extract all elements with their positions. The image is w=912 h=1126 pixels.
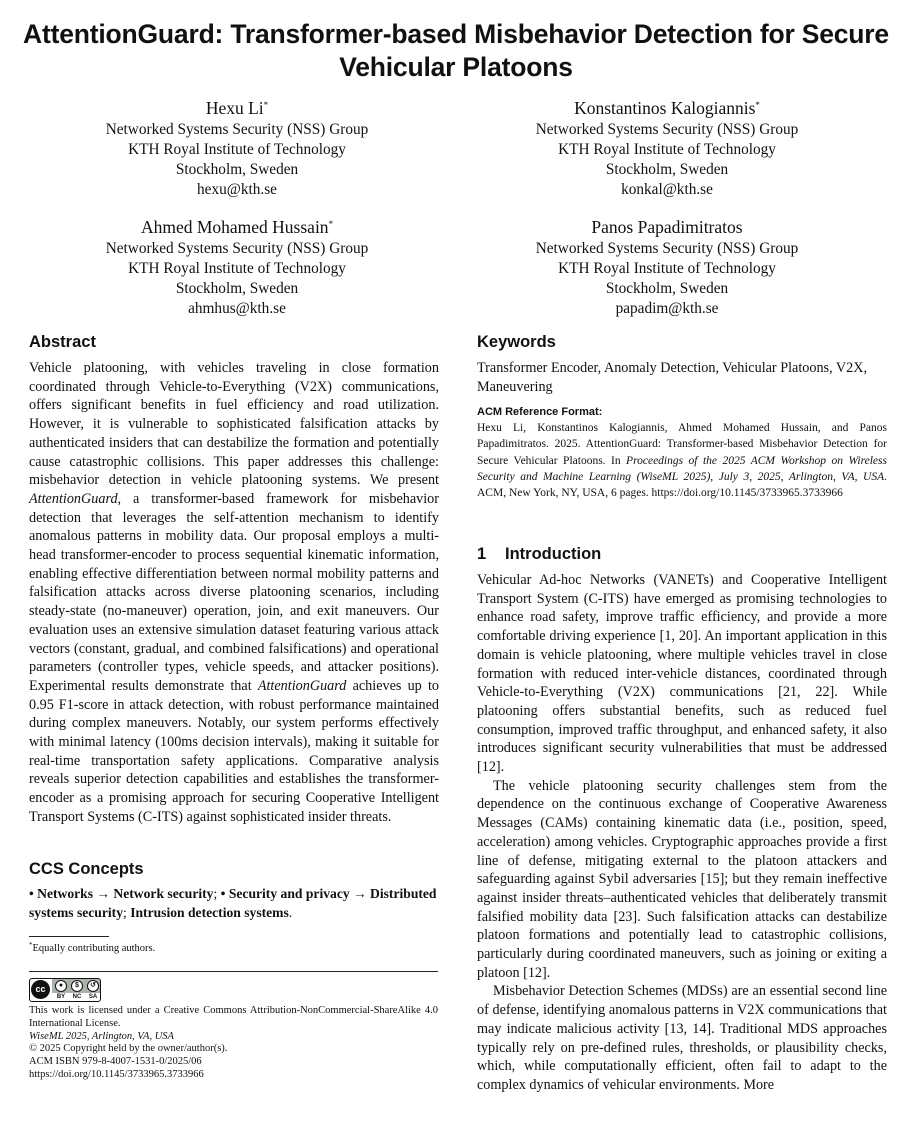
license-block xyxy=(29,1005,438,1082)
author-location: Stockholm, Sweden xyxy=(605,280,729,298)
author-institution: KTH Royal Institute of Technology xyxy=(128,140,346,158)
ccs-heading: CCS Concepts xyxy=(29,860,144,878)
license-statement: This work is licensed under a Creative Commons Attribution-NonCommercial-ShareAlike 4.0 International License. xyxy=(29,1005,438,1029)
footnote: *Equally contributing authors. xyxy=(29,941,156,954)
creative-commons-badge[interactable] xyxy=(29,978,101,1002)
author-location: Stockholm, Sweden xyxy=(605,161,729,179)
author-email[interactable]: papadim@kth.se xyxy=(615,300,719,318)
badge-sa-label: SA xyxy=(88,994,98,1000)
author-location: Stockholm, Sweden xyxy=(175,161,299,179)
author-name: Hexu Li* xyxy=(205,98,269,118)
introduction-heading: 1 Introduction xyxy=(477,545,602,563)
acm-reference-label: ACM Reference Format: xyxy=(477,406,603,418)
author-group: Networked Systems Security (NSS) Group xyxy=(105,120,369,138)
footnote-divider xyxy=(29,936,109,937)
paragraph: Vehicular Ad-hoc Networks (VANETs) and Cooperative Intelligent Transport System (C-ITS) have emerged as promising technologies to enhance road safety, improve traffic efficiency, and provide a more comfortable driving experience [1, 20]. An important application in this domain is vehicle platooning, where multiple vehicles travel in close formation with reduced inter-vehicle distances, coordinated through Vehicle-to-Everything (V2X) communications [21, 22]. While platooning offers substantial benefits, such as reduced fuel consumption, improved traffic throughput, and enhanced safety, it also introduces significant security vulnerabilities that must be addressed [12]. xyxy=(477,572,887,776)
abstract-text: Vehicle platooning, with vehicles traveling in close formation coordinated through Vehicle-to-Everything (V2X) communications, offers significant benefits in fuel efficiency and road utilization. However, it is vulnerable to sophisticated falsification attacks by authenticated insiders that can destabilize the formation and potentially cause catastrophic collisions. This paper addresses this challenge: misbehavior detection in vehicle platooning systems. We present AttentionGuard, a transformer-based framework for misbehavior detection that leverages the self-attention mechanism to identify anomalous patterns in mobility data. Our proposal employs a multi-head transformer-encoder to process sequential kinematic information, enabling effective differentiation between normal mobility patterns and falsification attacks across diverse platooning scenarios, including steady-state (no-maneuver) operation, join, and exit maneuvers. Our evaluation uses an extensive simulation dataset featuring various attack vectors (constant, gradual, and combined falsifications) and operational parameters (controller types, vehicle speeds, and attacker positions). Experimental results demonstrate that AttentionGuard achieves up to 0.95 F1-score in attack detection, with robust performance maintained during complex maneuvers. Notably, our system performs effectively with minimal latency (100ms decision intervals), making it suitable for real-time transportation safety applications. Comparative analysis reveals superior detection capabilities and establishes the transformer-encoder as a promising approach for securing Cooperative Intelligent Transport Systems (C-ITS) against sophisticated insider threats. xyxy=(29,360,439,825)
attribution-person-icon: ● xyxy=(55,980,67,992)
keywords-text: Transformer Encoder, Anomaly Detection, Vehicular Platoons, V2X, Maneuvering xyxy=(477,360,868,395)
paragraph: Misbehavior Detection Schemes (MDSs) are an essential second line of defense, identifying anomalous patterns in V2X communications that may indicate malicious activity [13, 14]. Traditional MDS approaches typically rely on pre-defined rules, thresholds, or plausibility checks, which, while computationally efficient, often fail to adapt to the complex dynamics of vehicular environments. More xyxy=(477,983,887,1093)
author-location: Stockholm, Sweden xyxy=(175,280,299,298)
author-name: Panos Papadimitratos xyxy=(591,217,743,237)
sharealike-arrow-icon: ↺ xyxy=(87,980,99,992)
keywords-section xyxy=(477,332,887,396)
author-email[interactable]: konkal@kth.se xyxy=(621,181,713,199)
author-block xyxy=(27,97,447,201)
paper-title: AttentionGuard: Transformer-based Misbehavior Detection for Secure Vehicular Platoons xyxy=(23,19,889,82)
author-block xyxy=(457,97,877,201)
license-venue: WiseML 2025, Arlington, VA, USA xyxy=(29,1030,174,1042)
author-email[interactable]: ahmhus@kth.se xyxy=(188,300,286,318)
author-block xyxy=(27,216,447,320)
ccs-section xyxy=(29,859,439,922)
paragraph: The vehicle platooning security challenges stem from the dependence on the continuous exchange of Cooperative Awareness Messages (CAMs) containing kinematic data (i.e., position, speed, acceleration) among vehicles. Cryptographic approaches provide a first line of defense, mitigating external to the platoon attackers and safeguarding against Sybil adversaries [15]; but they remain ineffective against insider threats–authenticated vehicles that deliberately transmit falsified mobility data [23]. Such falsification attacks can destabilize platoon formations and potentially lead to catastrophic collisions, particularly during coordinated maneuvers, such as joining or exiting a platoon [12]. xyxy=(477,777,887,981)
author-institution: KTH Royal Institute of Technology xyxy=(128,259,346,277)
ccs-concepts: • Networks → Network security; • Security and privacy → Distributed systems security; Intrusion detection systems. xyxy=(29,886,437,920)
author-group: Networked Systems Security (NSS) Group xyxy=(535,120,799,138)
abstract-heading: Abstract xyxy=(29,333,96,351)
author-email[interactable]: hexu@kth.se xyxy=(197,181,277,199)
author-institution: KTH Royal Institute of Technology xyxy=(558,259,776,277)
introduction-section xyxy=(477,544,887,1095)
noncommercial-dollar-icon: $ xyxy=(71,980,83,992)
license-divider xyxy=(29,971,438,972)
author-group: Networked Systems Security (NSS) Group xyxy=(535,239,799,257)
badge-nc-label: NC xyxy=(72,994,82,1000)
license-doi[interactable]: https://doi.org/10.1145/3733965.3733966 xyxy=(29,1068,204,1080)
author-name: Ahmed Mohamed Hussain* xyxy=(140,217,334,237)
acm-reference xyxy=(477,404,887,501)
license-isbn: ACM ISBN 979-8-4007-1531-0/2025/06 xyxy=(29,1056,202,1068)
badge-by-label: BY xyxy=(56,994,66,1000)
license-copyright: © 2025 Copyright held by the owner/author(s). xyxy=(29,1043,228,1055)
acm-reference-text: ACM Reference Format: Hexu Li, Konstantinos Kalogiannis, Ahmed Mohamed Hussain, and Panos Papadimitratos. 2025. AttentionGuard: Transformer-based Misbehavior Detection for Secure Vehicular Platoons. In Proceedings of the 2025 ACM Workshop on Wireless Security and Machine Learning (WiseML 2025), July 3, 2025, Arlington, VA, USA. ACM, New York, NY, USA, 6 pages. https://doi.org/10.1145/3733965.3733966 xyxy=(477,406,887,500)
keywords-heading: Keywords xyxy=(477,333,556,351)
author-name: Konstantinos Kalogiannis* xyxy=(574,98,760,118)
introduction-text xyxy=(477,571,887,1095)
cc-icon: cc xyxy=(31,980,50,999)
author-institution: KTH Royal Institute of Technology xyxy=(558,140,776,158)
author-group: Networked Systems Security (NSS) Group xyxy=(105,239,369,257)
author-block xyxy=(457,216,877,320)
abstract-section xyxy=(29,332,439,827)
